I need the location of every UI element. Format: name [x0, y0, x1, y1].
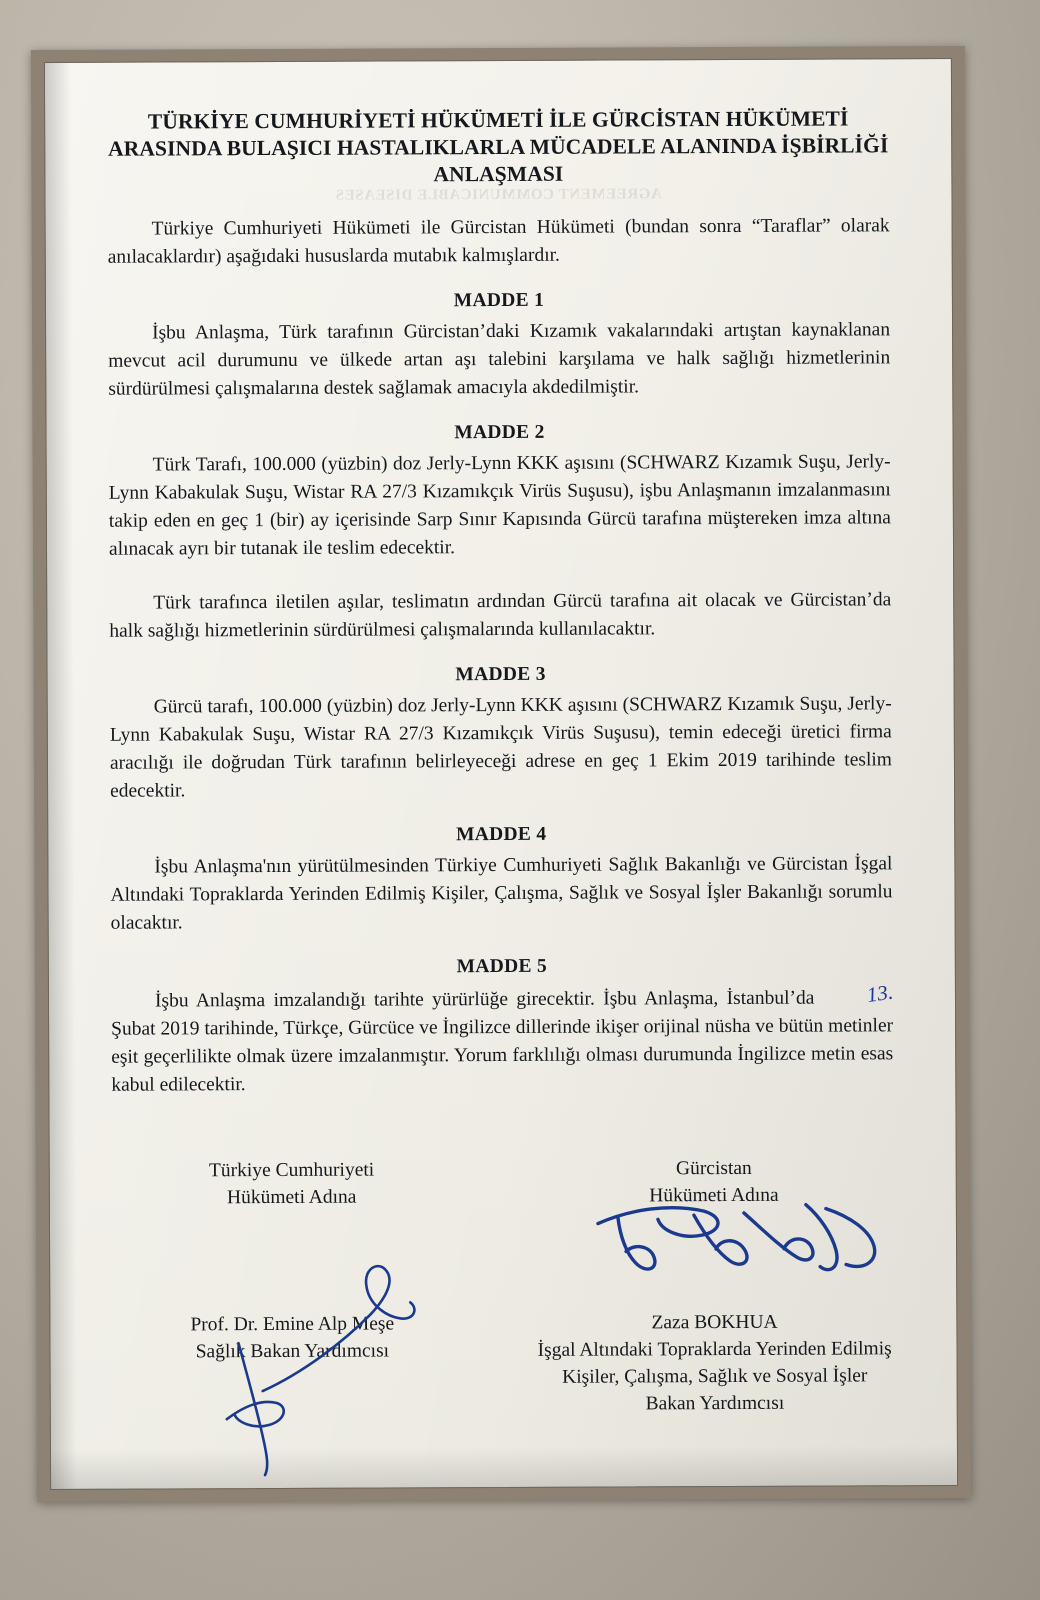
handwritten-date: 13.: [864, 979, 895, 1008]
signature-georgia-party-line2: Hükümeti Adına: [649, 1184, 779, 1207]
page-inner-border: [44, 58, 958, 1490]
signature-block: [112, 1154, 895, 1419]
reverse-side-show-through: AGREEMENT COMMUNICABLE DISEASES: [335, 186, 662, 204]
signature-turkey-party-line2: Hükümeti Adına: [226, 1186, 357, 1209]
signature-turkey-ink: [112, 1218, 472, 1312]
signature-turkey-party-line1: Türkiye Cumhuriyeti: [208, 1159, 375, 1182]
article-3-paragraph-1: Gürcü tarafı, 100.000 (yüzbin) doz Jerly-Lynn KKK aşısını (SCHWARZ Kızamık Suşu, Jerly-Lynn Kabakulak Suşu, Wistar RA 27/3 Kızamıkçık Virüs Suşusu), temin edeceği üretici firma aracılığı ile doğrudan Türk tarafının belirleyeceği adrese en geç 1 Ekim 2019 tarihinde teslim edecektir.: [109, 693, 892, 802]
signature-turkey-ink-area: [112, 1218, 472, 1312]
signature-georgia-ink: [534, 1216, 894, 1310]
signature-turkey: [112, 1156, 473, 1366]
signature-turkey-title: Sağlık Bakan Yardımcısı: [195, 1340, 390, 1363]
article-heading-2: MADDE 2: [454, 421, 545, 444]
signature-georgia-title: İşgal Altındaki Topraklarda Yerinden Edilmiş Kişiler, Çalışma, Sağlık ve Sosyal İşler Bakan Yardımcısı: [537, 1338, 892, 1415]
page-frame: [31, 46, 971, 1502]
page-title: TÜRKİYE CUMHURİYETİ HÜKÜMETİ İLE GÜRCİSTAN HÜKÜMETİ ARASINDA BULAŞICI HASTALIKLARLA MÜCADELE ALANINDA İŞBİRLİĞİ ANLAŞMASI: [108, 106, 889, 187]
article-heading-5: MADDE 5: [456, 955, 548, 978]
signature-georgia-party: [534, 1154, 894, 1210]
article-2-paragraph-2: Türk tarafınca iletilen aşılar, teslimatın ardından Gürcü tarafına ait olacak ve Gürcistan’da halk sağlığı hizmetlerinin sürdürülmesi çalışmalarında kullanılacaktır.: [109, 589, 892, 642]
article-heading-1: MADDE 1: [453, 289, 545, 312]
signature-turkey-party: [112, 1156, 472, 1212]
signature-georgia: [534, 1154, 895, 1418]
signature-georgia-party-line1: Gürcistan: [675, 1157, 752, 1180]
signature-georgia-ink-area: [534, 1216, 894, 1310]
article-2-paragraph-1: Türk Tarafı, 100.000 (yüzbin) doz Jerly-Lynn KKK aşısını (SCHWARZ Kızamık Suşu, Jerly-Lynn Kabakulak Suşu, Wistar RA 27/3 Kızamıkçık Virüs Suşusu), işbu Anlaşmanın imzalanmasını takip eden en geç 1 (bir) ay içerisinde Sarp Sınır Kapısında Gürcü tarafına müştereken imza altına alınacak ayrı bir tutanak ile teslim edecektir.: [108, 451, 891, 560]
signature-georgia-name: Zaza BOKHUA: [651, 1311, 778, 1334]
document-page: [45, 59, 957, 1489]
article-heading-3: MADDE 3: [455, 663, 546, 686]
article-5-text-part-2: Şubat 2019 tarihinde, Türkçe, Gürcüce ve İngilizce dillerinde ikişer orijinal nüsha ve bütün metinler eşit geçerlilikte olmak üzere imzalanmıştır. Yorum farklılığı olması durumunda İngilizce metin esas kabul edilecektir.: [111, 1015, 894, 1096]
article-5-text-part-1: İşbu Anlaşma imzalandığı tarihte yürürlüğe girecektir. İşbu Anlaşma, İstanbul’da: [154, 987, 815, 1012]
article-heading-4: MADDE 4: [456, 823, 547, 846]
article-5-paragraph-1: [111, 979, 895, 1099]
signature-turkey-name: Prof. Dr. Emine Alp Meşe: [190, 1313, 395, 1336]
preamble-paragraph: Türkiye Cumhuriyeti Hükümeti ile Gürcistan Hükümeti (bundan sonra “Taraflar” olarak anılacaklardır) aşağıdaki hususlarda mutabık kalmışlardır.: [107, 215, 890, 268]
article-1-paragraph-1: İşbu Anlaşma, Türk tarafının Gürcistan’daki Kızamık vakalarındaki artıştan kaynaklanan mevcut acil durumunu ve ülkede artan aşı talebini karşılama ve halk sağlığı hizmetlerinin sürdürülmesi çalışmalarına destek sağlamak amacıyla akdedilmiştir.: [108, 319, 891, 400]
article-4-paragraph-1: İşbu Anlaşma'nın yürütülmesinden Türkiye Cumhuriyeti Sağlık Bakanlığı ve Gürcistan İşgal Altındaki Topraklarda Yerinden Edilmiş Kişiler, Çalışma, Sağlık ve Sosyal İşler Bakanlığı sorumlu olacaktır.: [110, 853, 893, 934]
